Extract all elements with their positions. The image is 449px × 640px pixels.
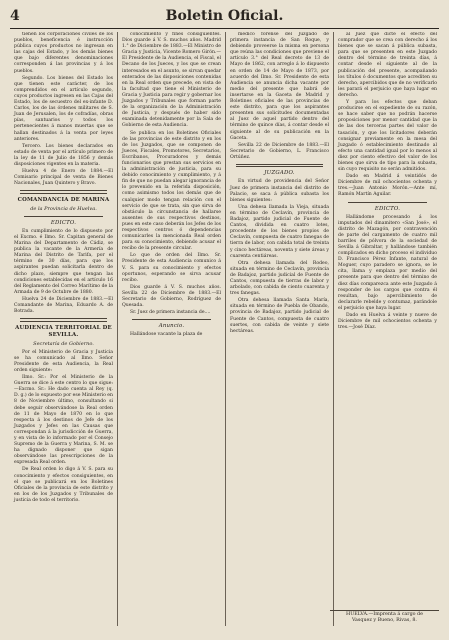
divider [132,319,211,320]
paragraph: Se publica en los Boletines Oficiales de las provincias de este distrito y en los de los Juzgados, que se componen de Jueces, Fiscales, Promotores, Secretarios, Escribanos, Procuradores y demás funcionarios que prestan sus servicios en la administración de justicia, para su debido conocimiento y cumplimiento, y á fin de que no puedan alegar ignorancia de lo prevenido en la referida disposición, como asimismo todos los demás que de cualquier modo tengan relación con el servicio de que se trata, sin que sirva de obstáculo la circunstancia de hallarse ausentes de sus respectivos destinos, pues en este caso deberán los Jefes de los respectivos centros ó dependencias comunicarles la mencionada Real orden para su conocimiento, debiendo acusar el recibo de la presente circular. [122,130,221,252]
paragraph: Tercero. Los bienes declarados en estado de venta por el artículo primero de la ley de 11 de Julio de 1856 y demás disposiciones vigentes en la materia. [14,143,113,167]
column-2 [117,32,225,626]
paragraph: tienen los corporaciones civiles de los pueblos, beneficencia é instrucción pública cuyos productos no ingresan en las cajas del Estado, y los demás bienes que bajo diferentes denominaciones corresponden á las provincias y á los pueblos. [14,32,113,74]
divider [20,190,107,194]
paragraph: conocimiento y fines consiguientes. Dios guarde á V. S. muchos años. Madrid 1.° de Diciembre de 1883.—El Ministro de Gracia y Justicia, Vicente Romero Girón.—El Presidente de la Audiencia, el Fiscal, el Decano de los Jueces, y los que se crean interesados en el asunto, se sirvan quedar enterados de las disposiciones contenidas en la Real orden que precede, en vista de la facultad que tiene el Ministerio de Gracia y Justicia para regir y gobernar los Juzgados y Tribunales que forman parte de la organización de la Administración de Justicia, y después de haber sido examinada detenidamente por la Sala de Gobierno de esta Audiencia. [122,32,221,129]
paragraph: médico forense del Juzgado de primera instancia de San Roque, y debiendo proveerse la misma en persona que reúna las condiciones que previene el artículo 3.° del Real decreto de 13 de Mayo de 1862, con arreglo á lo dispuesto en orden de 14 de Mayo de 1873, por acuerdo del Ilmo. Sr. Presidente de esta Audiencia se anuncia dicha vacante por medio del presente que habrá de insertarse en la Gaceta de Madrid y Boletines oficiales de las provincias de este distrito, para que los aspirantes presenten sus solicitudes documentadas al Juez de aquel partido dentro del término de quince días, á contar desde el siguiente al de su publicación en la Gaceta. [230,32,329,141]
paragraph: Segundo. Los bienes del Estado los que tienen este carácter, de los comprendidos en el artículo segundo, cuyos productos ingresen en las Cajas del Estado, los de secuestro del ex-infante D. Carlos, los de las órdenes militares de S. Juan de Jerusalen, los de cofradías, obras pías, santuarios y todos los pertenecientes á manos muertas que se hallan destinados á la venta por leyes anteriores. [14,75,113,142]
paragraph: Y para los efectos que deban producirse en el expediente de su razón, se hace saber que no podrán hacerse proposiciones por menor cantidad que la de las dos terceras partes del valor de tasación, y que los licitadores deberán consignar previamente en la mesa del Juzgado ó establecimiento destinado al efecto una cantidad igual por lo menos al diez por ciento efectivo del valor de los bienes que sirva de tipo para la subasta, sin cuyo requisito no serán admitidos. [338,100,437,173]
paragraph: Hallándome procesando á los imputados del dinamitero «San José», el distrito de Mazagón, por contravención de parte del cargamento de cuatro mil barriles de pólvora de la sociedad de Sevilla á Gibraltar, y hallándose también complicados en dicho proceso el individuo D. Francisco Pérez Infante, natural de Moguer, cuyo paradero se ignora, se le cita, llama y emplaza por medio del presente para que dentro del término de diez días comparezca ante este Juzgado á responder de los cargos que contra él resultan, bajo apercibimiento de declararle rebelde y contumaz, parándole el perjuicio que haya lugar. [338,214,437,311]
paragraph: Dado en Madrid á veintidós de Diciembre de mil ochocientos ochenta y tres.—Juan Antonio Morón.—Ante mí, Ramón Martín Aguilar. [338,174,437,198]
imprint-city: HUELVA.—Imprenta á cargo de [346,612,423,617]
paragraph: Dios guarde á V. S. muchos años. Sevilla 22 de Diciembre de 1883.—El Secretario de Gobierno, Rodríguez de Quesada. [122,284,221,309]
paragraph: Sevilla 22 de Diciembre de 1883.—El Secretario de Gobierno, L. Francisco Ortúñez. [230,142,329,160]
column-1 [10,32,117,626]
columns [10,32,441,626]
paragraph: Por el Ministerio de Gracia y Justicia se ha comunicado al Ilmo. Señor Presidente de esta Audiencia, la Real orden siguiente: [14,349,113,373]
paragraph: En cumplimiento de lo dispuesto por el Excmo. é Ilmo. Sr. Capitan general de Marina del Departamento de Cádiz, se publica la vacante de la Armería de Marina del Distrito de Tarifa, por el término de 30 días, para que los aspirantes puedan solicitarla dentro de dicho plazo, siempre que tengan las condiciones establecidas en el artículo 16 del Reglamento del Correo Marítimo de la Armada de 9 de Octubre de 1880. [14,228,113,295]
divider [330,610,439,611]
imprint-footer [330,610,439,624]
paragraph: Sr. Juez de primera instancia de.... [130,310,211,316]
paragraph: Lo que de orden del Ilmo. Sr. Presidente de esta Audiencia comunico á V. S. para su conocimiento y efectos oportunos, esperando se sirva acusar recibo. [122,253,221,283]
paragraph: Dado en Huelva á veinte y nueve de Diciembre de mil ochocientos ochenta y tres.—José Díaz. [338,313,437,331]
page-header [10,6,439,29]
edicto-heading: EDICTO. [50,219,77,226]
paragraph: De Real orden lo digo á V. S. para su conocimiento y efectos consiguientes, en el que se publicará en los Boletines Oficiales de la provincia de este distrito y en los de los Juzgados y Tribunales de justicia de todo el territorio. [14,467,113,503]
paragraph: al Juez que dicte el efecto del comprador que se crea con derecho á los bienes que se sacan á pública subasta, para que se presenten en este Juzgado dentro del término de treinta días, á contar desde el siguiente al de la publicación del presente, acompañando los títulos ó documentos que acrediten su derecho, apercibidos que de no verificarlo les parará el perjuicio que haya lugar en derecho. [338,32,437,98]
page-title: Boletin Oficial. [165,8,284,24]
section-heading-marina: COMANDANCIA DE MARINA [17,196,110,203]
imprint-printer: Vasquez y Bueno, Rivas, 8. [352,618,417,623]
paragraph: Otra dehesa llamada del Rodeo, situada en término de Ceclavín, provincia de Badajoz, partido judicial de Fuente de Cantos, compuesta de tierras de labor y arbolado, con cabida de ciento cuarenta y tres fanegas. [230,260,329,297]
paragraph: Ilmo. Sr.: Por el Ministerio de la Guerra se dice á este centro lo que sigue:—Excmo. Sr.: He dado cuenta al Rey (q. D. g.) de lo expuesto por ese Ministerio en 8 de Noviembre último, consultando si debe seguir observándose la Real orden de 11 de Mayo de 1870 en lo que respecta á los destinos de Jefe de los Juzgados y Jefes en las Causas que correspondan á la jurisdicción de Guerra, y en vista de lo informado por el Consejo Supremo de la Guerra y Marina, S. M. se ha dignado disponer que sigan observándose las prescripciones de la expresada Real orden. [14,375,113,466]
anuncio-heading: Anuncio. [158,323,185,330]
divider [20,318,107,322]
divider [24,216,103,217]
section-subheading-marina: de la Provincia de Huelva. [30,205,97,212]
paragraph: Otra dehesa llamada Santa María, situada en término de Puebla de Obando, provincia de Badajoz, partido judicial de Fuente de Cantos, compuesta de cuatro suertes, con cabida de veinte y siete hectáreas. [230,298,329,334]
paragraph: Hallándose vacante la plaza de [130,332,203,338]
paragraph: Una dehesa llamada la Vieja, situada en término de Ceclavín, provincia de Badajoz, partido judicial de Fuente de Cantos, dividida en cuatro lotes, procedente de los bienes propios de Ceclavín, compuesta de cuatro fanegas de tierra de labor, con cabida total de treinta y cinco hectáreas, noventa y siete áreas y cuarenta centiáreas. [230,204,329,259]
paragraph: En virtud de providencia del Señor Juez de primera instancia del distrito de Palacio, se saca á pública subasta los bienes siguientes: [230,179,329,203]
column-4 [333,32,441,626]
paragraph: Huelva 4 de Enero de 1884.—El Comisario principal de venta de Bienes Nacionales, Juan Quintero y Bravo. [14,169,113,187]
section-subheading-audiencia: Secretaría de Gobierno. [33,340,94,347]
juzgado-heading: JUZGADO. [264,170,295,177]
section-heading-audiencia: AUDIENCIA TERRITORIAL DE SEVILLA. [15,324,112,338]
divider [236,164,323,168]
divider [348,202,427,203]
edicto-heading-2: EDICTO. [374,205,401,212]
column-3 [225,32,333,626]
page-number: 4 [10,8,20,24]
paragraph: Huelva 24 de Diciembre de 1883.—El Comandante de Marina, Eduardo A. de Botrada. [14,296,113,315]
